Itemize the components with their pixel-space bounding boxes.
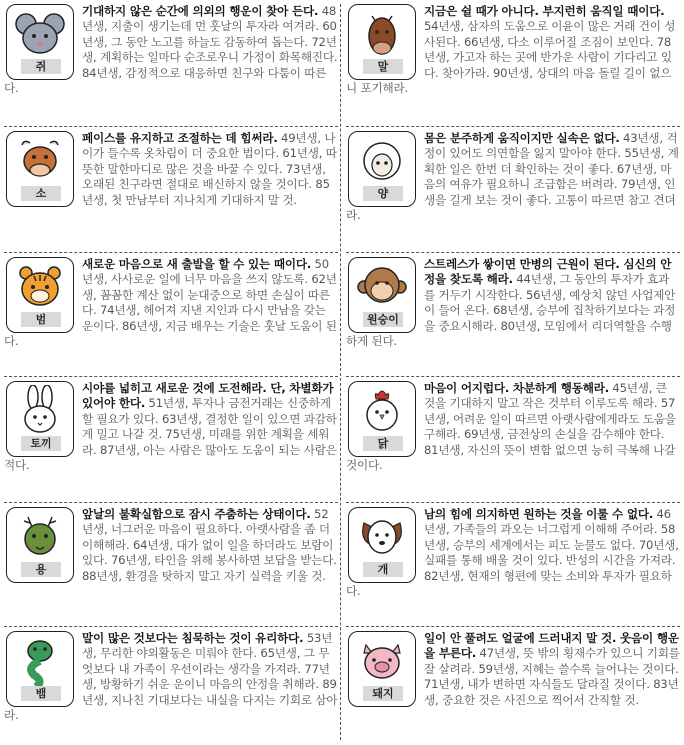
fortune-body: 45년생, 큰 것을 기대하지 말고 작은 것부터 이루도록 해라. 57년생, 어려운 일이 따르면 아랫사람에게라도 도움을 구해라. 69년생, 금전상의 손실을 감수해야 한다. 81년생, 자신의 뜻이 변함 없으면 능히 극복해 나갈 것이다. [346, 381, 676, 473]
headline: 스트레스가 쌓이면 만병의 근원이 된다. 심신의 안정을 찾도록 해라. [424, 257, 672, 287]
horoscope-entry-dog [346, 502, 680, 625]
left-column [4, 0, 338, 744]
animal-label: 토끼 [21, 436, 61, 451]
rooster-icon [356, 385, 408, 439]
icon-card-monkey [348, 257, 416, 333]
ox-icon [14, 135, 66, 189]
fortune-body: 50년생, 사사로운 일에 너무 마음을 쓰지 않도록. 62년생, 꼼꼼한 계산 없이 눈대중으로 하면 손실이 따른다. 74년생, 헤어져 지낸 지인과 다시 만남을 갖는 운이다. 86년생, 지금 배우는 기술은 훗날 도움이 된다. [4, 257, 337, 349]
icon-card-dog [348, 507, 416, 583]
rat-icon [14, 8, 66, 62]
fortune-body: 44년생, 그 동안의 투자가 효과를 거두기 시작한다. 56년생, 예상치 않던 사업제안이 들어 온다. 68년생, 승부에 집착하기보다는 과정을 중요시해라. 80년생, 모임에서 리더역할을 수행하게 된다. [346, 272, 676, 349]
headline: 앞날의 불확실함으로 잠시 주춤하는 상태이다. [82, 507, 311, 521]
fortune-body: 54년생, 삼자의 도움으로 이윤이 많은 거래 건이 성사된다. 66년생, 다소 이루어질 조짐이 보인다. 78년생, 가고자 하는 곳에 반가운 사람이 기다리고 있다. 찾아가라. 90년생, 상대의 마음 돌릴 길이 없으니 포기해라. [346, 19, 676, 96]
icon-card-rabbit [6, 381, 74, 457]
fortune-body: 43년생, 걱정이 있어도 의연함을 잃지 말아야 한다. 55년생, 계획한 일은 한번 더 확인하는 것이 좋다. 67년생, 마음의 여유가 필요하니 조급함은 버려라. 79년생, 인생을 길게 보는 것이 좋다. 고통이 따르면 참고 견뎌라. [346, 131, 679, 223]
animal-label: 양 [363, 186, 403, 201]
icon-card-rat [6, 4, 74, 80]
monkey-icon [356, 261, 408, 315]
animal-label: 용 [21, 562, 61, 577]
animal-label: 개 [363, 562, 403, 577]
icon-card-pig [348, 631, 416, 707]
fortune-body: 46년생, 가족들의 과오는 너그럽게 이해해 주어라. 58년생, 승부의 세계에서는 피도 눈물도 없다. 70년생, 실패를 통해 배울 것이 있다. 반성의 시간을 가져라. 82년생, 현재의 형편에 맞는 소비와 투자가 필요하다. [346, 507, 679, 599]
icon-card-ox [6, 131, 74, 207]
icon-card-horse [348, 4, 416, 80]
horoscope-entry-rat [4, 0, 338, 124]
fortune-body: 53년생, 무리한 야외활동은 미뤄야 한다. 65년생, 그 무엇보다 내 가족이 우선이라는 생각을 가져라. 77년생, 방황하기 쉬운 운이니 마음의 안정을 취해라. 89년생, 지나친 기대보다는 내실을 다지는 기회로 삼아라. [4, 631, 338, 723]
right-column [346, 0, 680, 744]
horoscope-entry-snake [4, 626, 338, 745]
dragon-icon [14, 511, 66, 565]
horoscope-entry-rooster [346, 376, 680, 501]
animal-label: 뱀 [21, 686, 61, 701]
icon-card-rooster [348, 381, 416, 457]
headline: 시야를 넓히고 새로운 것에 도전해라. 단, 차별화가 있어야 한다. [82, 381, 334, 411]
horoscope-entry-tiger [4, 252, 338, 375]
headline: 기대하지 않은 순간에 의외의 행운이 찾아 든다. [82, 4, 319, 18]
horoscope-entry-ox [4, 126, 338, 251]
horoscope-entry-monkey [346, 252, 680, 375]
fortune-body: 52년생, 너그러운 마음이 필요하다. 아랫사람을 좀 더 이해해라. 64년생, 대가 없이 일을 하더라도 보람이 있다. 76년생, 타인을 위해 봉사하면 보답을 받는다. 88년생, 환경을 탓하지 말고 자기 실력을 키울 것. [82, 507, 337, 583]
headline: 지금은 쉴 때가 아니다. 부지런히 움직일 때이다. [424, 4, 665, 18]
animal-label: 소 [21, 186, 61, 201]
horoscope-entry-dragon [4, 502, 338, 625]
fortune-body: 49년생, 나이가 들수록 옷차림이 더 중요한 법이다. 61년생, 따뜻한 말한마디로 많은 것을 바꿀 수 있다. 73년생, 오래된 친구라면 절대로 배신하지 않을 것이다. 85년생, 첫 만남부터 지나치게 기대하지 말 것. [82, 131, 337, 207]
icon-card-sheep [348, 131, 416, 207]
animal-label: 돼지 [363, 686, 403, 701]
horoscope-entry-horse [346, 0, 680, 124]
horoscope-entry-sheep [346, 126, 680, 251]
animal-label: 범 [21, 312, 61, 327]
sheep-icon [356, 135, 408, 189]
horoscope-entry-pig [346, 626, 680, 745]
fortune-body: 51년생, 투자나 금전거래는 신중하게 할 필요가 있다. 63년생, 결정한 일이 있으면 과감하게 밀고 나갈 것. 75년생, 미래를 위한 계획을 세워라. 87년생, 아는 사람은 많아도 도움이 되는 사람은 적다. [4, 396, 337, 473]
tiger-icon [14, 261, 66, 315]
animal-label: 닭 [363, 436, 403, 451]
fortune-body: 47년생, 뜻 밖의 횡재수가 있으니 기회를 잘 살려라. 59년생, 지혜는 쓸수록 늘어나는 것이다. 71년생, 내가 변하면 자식들도 달라질 것이다. 83년생, 중요한 것은 사진으로 찍어서 간직할 것. [424, 646, 680, 707]
horoscope-entry-rabbit [4, 376, 338, 501]
dog-icon [356, 511, 408, 565]
icon-card-tiger [6, 257, 74, 333]
headline: 마음이 어지럽다. 차분하게 행동해라. [424, 381, 609, 395]
snake-icon [14, 635, 66, 689]
icon-card-snake [6, 631, 74, 707]
headline: 일이 안 풀려도 얼굴에 드러내지 말 것. 웃음이 행운을 부른다. [424, 631, 679, 661]
headline: 페이스를 유지하고 조절하는 데 힘써라. [82, 131, 278, 145]
icon-card-dragon [6, 507, 74, 583]
animal-label: 쥐 [21, 59, 61, 74]
rabbit-icon [14, 385, 66, 439]
headline: 몸은 분주하게 움직이지만 실속은 없다. [424, 131, 620, 145]
headline: 남의 힘에 의지하면 원하는 것을 이룰 수 없다. [424, 507, 654, 521]
headline: 말이 많은 것보다는 침묵하는 것이 유리하다. [82, 631, 304, 645]
pig-icon [356, 635, 408, 689]
animal-label: 말 [363, 59, 403, 74]
fortune-body: 48년생, 지출이 생기는데 먼 훗날의 투자라 여겨라. 60년생, 그 동안 노고를 하늘도 감동하여 돕는다. 72년생, 계획하는 일마다 순조로우니 가정이 화목해진다. 84년생, 감정적으로 대응하면 친구와 다툼이 따른다. [4, 4, 338, 96]
animal-label: 원숭이 [363, 312, 403, 327]
headline: 새로운 마음으로 새 출발을 할 수 있는 때이다. [82, 257, 312, 271]
column-divider [340, 4, 341, 740]
horse-icon [356, 8, 408, 62]
